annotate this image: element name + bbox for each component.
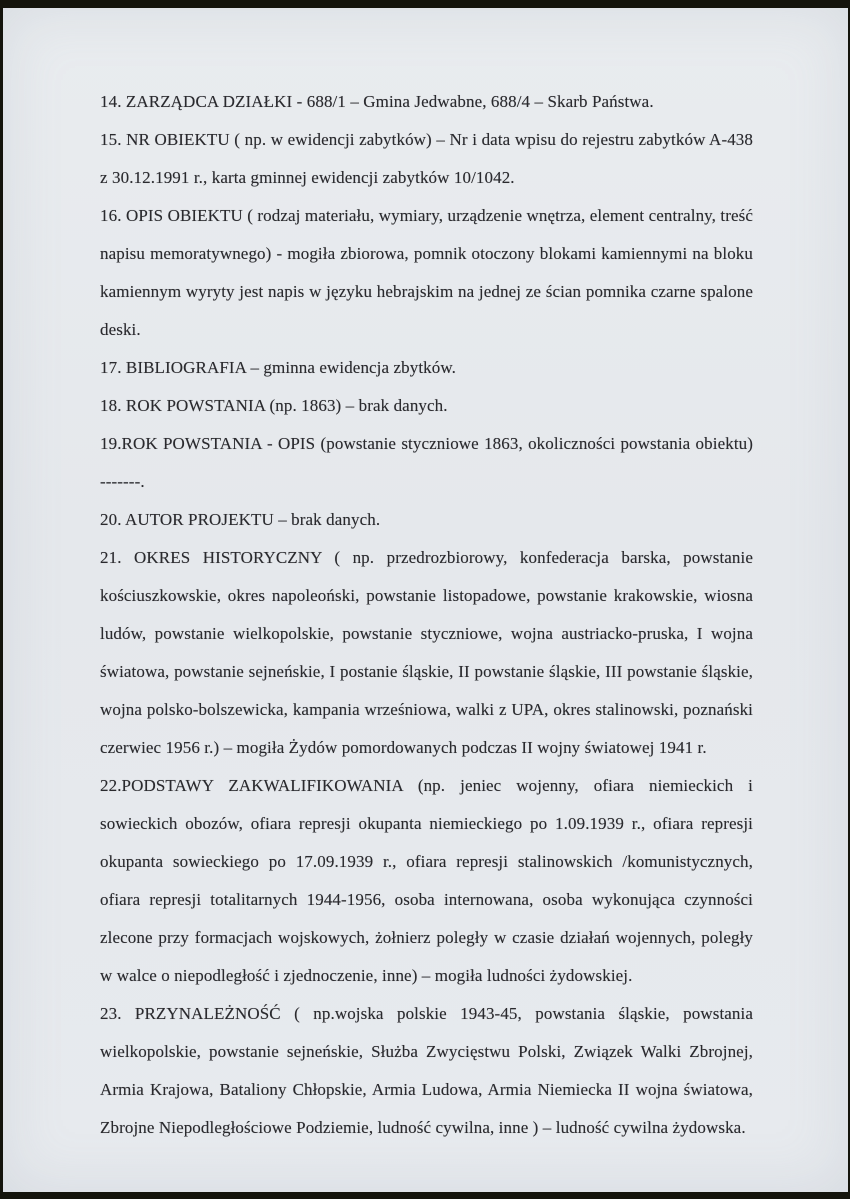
document-item-23-przynaleznosc: 23. PRZYNALEŻNOŚĆ ( np.wojska polskie 1943-45, powstania śląskie, powstania wielkopolskie, powstanie sejneńskie, Służba Zwycięstwu Polski, Związek Walki Zbrojnej, Armia Krajowa, Bataliony Chłopskie, Armia Ludowa, Armia Niemiecka II wojna światowa, Zbrojne Niepodległościowe Podziemie, ludność cywilna, inne ) – ludność cywilna żydowska. [100, 1004, 753, 1137]
document-item-19-rok-powstania-opis: 19.ROK POWSTANIA - OPIS (powstanie styczniowe 1863, okoliczności powstania obiektu) -------. [100, 434, 753, 491]
document-item-14-zarzadca-dzialki: 14. ZARZĄDCA DZIAŁKI - 688/1 – Gmina Jedwabne, 688/4 – Skarb Państwa. [100, 92, 654, 111]
scan-edge-bottom [0, 1192, 850, 1199]
document-item-17-bibliografia: 17. BIBLIOGRAFIA – gminna ewidencja zbytków. [100, 358, 456, 377]
scan-edge-left [0, 0, 3, 1199]
document-item-20-autor-projektu: 20. AUTOR PROJEKTU – brak danych. [100, 510, 381, 529]
document-item-16-opis-obiektu: 16. OPIS OBIEKTU ( rodzaj materiału, wymiary, urządzenie wnętrza, element centralny, treść napisu memoratywnego) - mogiła zbiorowa, pomnik otoczony blokami kamiennymi na bloku kamiennym wyryty jest napis w języku hebrajskim na jednej ze ścian pomnika czarne spalone deski. [100, 206, 753, 339]
document-item-18-rok-powstania: 18. ROK POWSTANIA (np. 1863) – brak danych. [100, 396, 448, 415]
document-body [100, 83, 753, 1147]
document-item-21-okres-historyczny: 21. OKRES HISTORYCZNY ( np. przedrozbiorowy, konfederacja barska, powstanie kościuszkowskie, okres napoleoński, powstanie listopadowe, powstanie krakowskie, wiosna ludów, powstanie wielkopolskie, powstanie styczniowe, wojna austriacko-pruska, I wojna światowa, powstanie sejneńskie, I postanie śląskie, II powstanie śląskie, III powstanie śląskie, wojna polsko-bolszewicka, kampania wrześniowa, walki z UPA, okres stalinowski, poznański czerwiec 1956 r.) – mogiła Żydów pomordowanych podczas II wojny światowej 1941 r. [100, 548, 753, 757]
document-item-22-podstawy-zakwalifikowania: 22.PODSTAWY ZAKWALIFIKOWANIA (np. jeniec wojenny, ofiara niemieckich i sowieckich obozów, ofiara represji okupanta niemieckiego po 1.09.1939 r., ofiara represji okupanta sowieckiego po 17.09.1939 r., ofiara represji stalinowskich /komunistycznych, ofiara represji totalitarnych 1944-1956, osoba internowana, osoba wykonująca czynności zlecone przy formacjach wojskowych, żołnierz poległy w czasie działań wojennych, poległy w walce o niepodległość i zjednoczenie, inne) – mogiła ludności żydowskiej. [100, 776, 753, 985]
document-item-15-nr-obiektu: 15. NR OBIEKTU ( np. w ewidencji zabytków) – Nr i data wpisu do rejestru zabytków A-438 z 30.12.1991 r., karta gminnej ewidencji zabytków 10/1042. [100, 130, 753, 187]
scan-edge-top [0, 0, 850, 8]
